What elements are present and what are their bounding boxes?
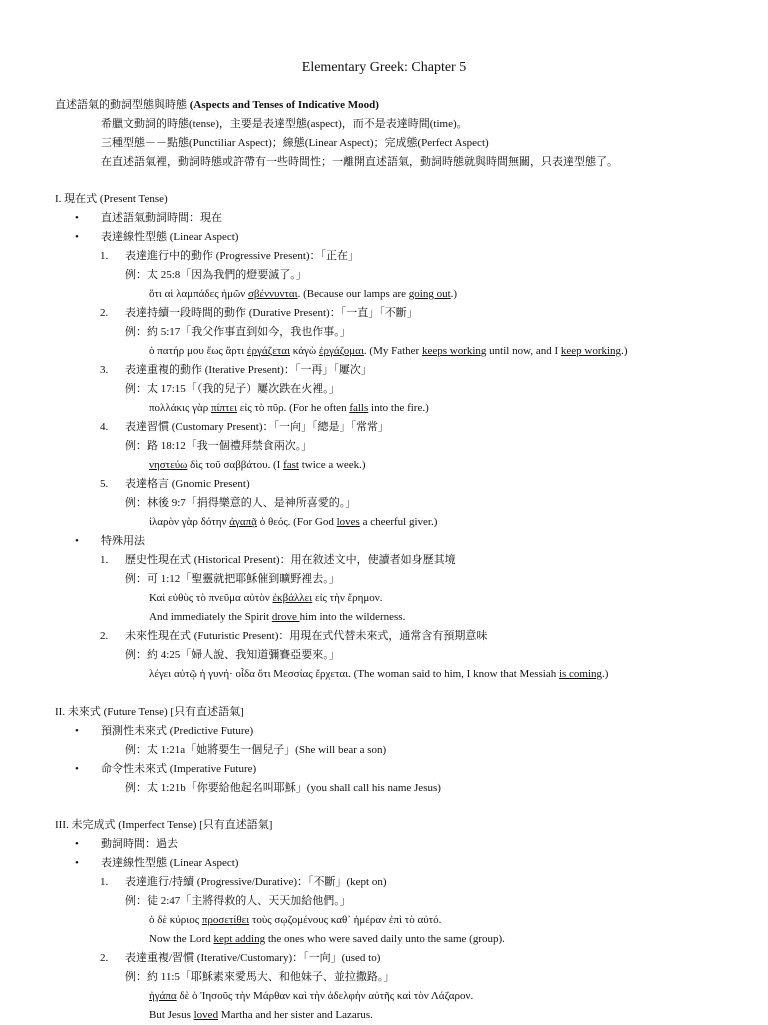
numbered-item: 1. 表達進行/持續 (Progressive/Durative)：「不斷」(kept on)	[100, 876, 387, 888]
greek-text: λέγει αὐτῷ ἡ γυνή· οἶδα ὅτι Μεσσίας ἔρχεται. (The woman said to him, I know that Messiah is coming.)	[149, 668, 609, 680]
greek-text: Καὶ εὐθὺς τὸ πνεῦμα αὐτὸν ἐκβάλλει εἰς τὴν ἔρημον.	[149, 592, 383, 604]
example-ref: 例：林後 9:7「捐得樂意的人、是神所喜愛的。」	[125, 497, 357, 509]
greek-text: ὁ πατήρ μου ἕως ἄρτι ἐργάζεται κἀγὼ ἐργάζομαι. (My Father keeps working until now, and I keep working.)	[149, 345, 628, 357]
english-translation: But Jesus loved Martha and her sister and Lazarus.	[149, 1009, 373, 1021]
greek-text: ὅτι αἱ λαμπάδες ἡμῶν σβέννυνται. (Because our lamps are going out.)	[149, 288, 458, 300]
example-ref: 例：可 1:12「聖靈就把耶穌催到曠野裡去。」	[125, 573, 340, 585]
numbered-item: 2. 未來性現在式 (Futuristic Present)：用現在式代替未來式，通常含有預期意味	[100, 630, 488, 642]
numbered-item: 5. 表達格言 (Gnomic Present)	[100, 478, 250, 490]
intro-line: 希臘文動詞的時態(tense)，主要是表達型態(aspect)，而不是表達時間(time)。	[101, 118, 468, 130]
intro-section	[55, 96, 748, 172]
greek-text: ἠγάπα δὲ ὁ Ἰησοῦς τὴν Μάρθαν καὶ τὴν ἀδελφὴν αὐτῆς καὶ τὸν Λάζαρον.	[149, 990, 474, 1002]
greek-text: ἱλαρὸν γὰρ δότην ἀγαπᾷ ὁ θεός. (For God loves a cheerful giver.)	[149, 516, 438, 528]
section-imperfect-tense	[55, 816, 748, 1025]
intro-heading-en: (Aspects and Tenses of Indicative Mood)	[189, 99, 379, 111]
example-ref: 例：太 25:8「因為我們的燈要滅了。」	[125, 269, 307, 281]
intro-line: 三種型態－－點態(Punctiliar Aspect)；線態(Linear Aspect)；完成態(Perfect Aspect)	[101, 137, 489, 149]
bullet-item: • 特殊用法	[55, 532, 748, 551]
english-translation: Now the Lord kept adding the ones who were saved daily unto the same (group).	[149, 933, 505, 945]
numbered-item: 1. 表達進行中的動作 (Progressive Present)：「正在」	[100, 250, 360, 262]
bullet-item: • 直述語氣動詞時間：現在	[55, 209, 748, 228]
bullet-item: • 動詞時間：過去	[55, 835, 748, 854]
bullet-item: • 預測性未來式 (Predictive Future)	[55, 722, 748, 741]
example-ref: 例：太 1:21b「你要給他起名叫耶穌」(you shall call his name Jesus)	[125, 782, 441, 794]
section-heading: III. 未完成式 (Imperfect Tense) [只有直述語氣]	[55, 819, 273, 831]
example-ref: 例：路 18:12「我一個禮拜禁食兩次。」	[125, 440, 313, 452]
numbered-item: 2. 表達持續一段時間的動作 (Durative Present)：「一直」「不斷」	[100, 307, 418, 319]
greek-text: ὁ δὲ κύριος προσετίθει τοὺς σῳζομένους καθ᾽ ἡμέραν ἐπὶ τὸ αὐτό.	[149, 914, 442, 926]
numbered-item: 4. 表達習慣 (Customary Present)：「一向」「總是」「常常」	[100, 421, 389, 433]
english-translation: And immediately the Spirit drove him into the wilderness.	[149, 611, 406, 623]
section-heading: I. 現在式 (Present Tense)	[55, 193, 168, 205]
example-ref: 例：徒 2:47「主將得救的人、天天加給他們。」	[125, 895, 351, 907]
example-ref: 例：約 11:5「耶穌素來愛馬大、和他妹子、並拉撒路。」	[125, 971, 395, 983]
section-future-tense	[55, 703, 748, 798]
example-ref: 例：約 5:17「我父作事直到如今，我也作事。」	[125, 326, 351, 338]
intro-heading-zh: 直述語氣的動詞型態與時態	[55, 99, 190, 111]
example-ref: 例：太 17:15「（我的兒子）屢次跌在火裡。」	[125, 383, 340, 395]
numbered-item: 1. 歷史性現在式 (Historical Present)：用在敘述文中，使讀者如身歷其境	[100, 554, 456, 566]
bullet-item: • 表達線性型態 (Linear Aspect)	[55, 228, 748, 247]
bullet-item: • 命令性未來式 (Imperative Future)	[55, 760, 748, 779]
greek-text: νηστεύω δὶς τοῦ σαββάτου. (I fast twice a week.)	[149, 459, 366, 471]
greek-text: πολλάκις γὰρ πίπτει εἰς τὸ πῦρ. (For he often falls into the fire.)	[149, 402, 429, 414]
page-title: Elementary Greek: Chapter 5	[301, 60, 467, 75]
intro-line: 在直述語氣裡，動詞時態或許帶有一些時間性；一離開直述語氣，動詞時態就與時間無關，只表達型態了。	[101, 156, 618, 168]
numbered-item: 2. 表達重複/習慣 (Iterative/Customary)：「一向」(used to)	[100, 952, 381, 964]
section-present-tense	[55, 190, 748, 684]
example-ref: 例：約 4:25「婦人說、我知道彌賽亞要來。」	[125, 649, 340, 661]
intro-heading	[55, 96, 748, 115]
section-heading: II. 未來式 (Future Tense) [只有直述語氣]	[55, 706, 244, 718]
bullet-item: • 表達線性型態 (Linear Aspect)	[55, 854, 748, 873]
example-ref: 例：太 1:21a「她將要生一個兒子」(She will bear a son)	[125, 744, 387, 756]
numbered-item: 3. 表達重複的動作 (Iterative Present)：「一再」「屢次」	[100, 364, 372, 376]
